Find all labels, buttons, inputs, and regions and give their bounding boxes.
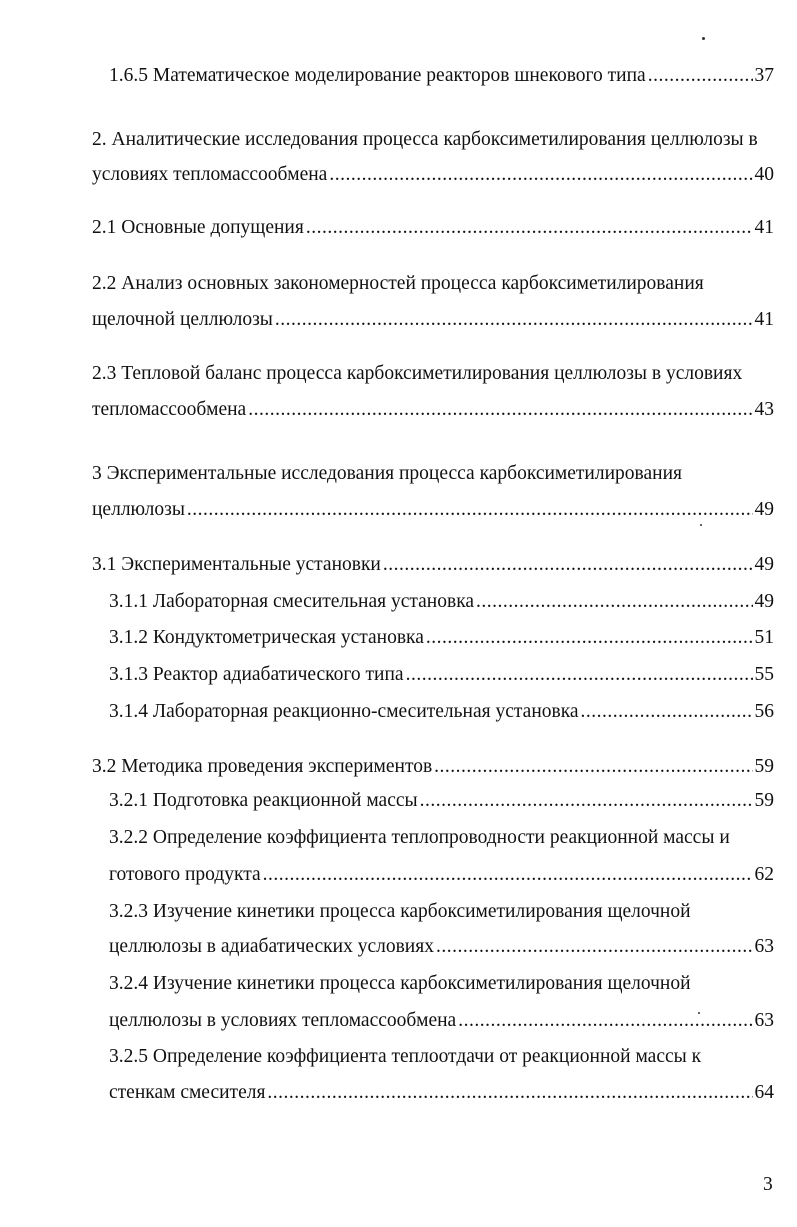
dot-leader bbox=[248, 397, 752, 423]
dot-leader bbox=[383, 552, 753, 578]
dot-leader bbox=[436, 934, 753, 960]
toc-entry-page: 40 bbox=[754, 164, 774, 185]
toc-entry-title: тепломассообмена bbox=[92, 399, 247, 420]
toc-entry-title: целлюлозы в условиях тепломассообмена bbox=[109, 1010, 457, 1031]
toc-entry-3-2-1 bbox=[109, 788, 774, 814]
toc-entry-2-2-line1 bbox=[92, 271, 704, 297]
toc-entry-title: 3.2.3 Изучение кинетики процесса карбоксиметилирования щелочной bbox=[109, 901, 691, 922]
toc-entry-page: 49 bbox=[754, 499, 774, 520]
dot-leader bbox=[329, 162, 752, 188]
toc-entry-title: условиях тепломассообмена bbox=[92, 164, 328, 185]
toc-entry-title: 3.1.4 Лабораторная реакционно-смесительная установка bbox=[109, 701, 579, 722]
toc-entry-title: 3.2 Методика проведения экспериментов bbox=[92, 756, 433, 777]
page-number: 3 bbox=[763, 1174, 773, 1195]
dot-leader bbox=[434, 754, 752, 780]
toc-entry-title: 2. Аналитические исследования процесса карбоксиметилирования целлюлозы в bbox=[92, 129, 758, 150]
toc-entry-2-3 bbox=[92, 397, 774, 423]
toc-entry-page: 62 bbox=[754, 864, 774, 885]
dot-leader bbox=[263, 862, 753, 888]
toc-entry-title: 3.1.3 Реактор адиабатического типа bbox=[109, 664, 404, 685]
toc-entry-title: 3.2.4 Изучение кинетики процесса карбоксиметилирования щелочной bbox=[109, 973, 691, 994]
toc-entry-3-2-2-line1 bbox=[109, 825, 730, 851]
toc-entry-title: стенкам смесителя bbox=[109, 1082, 266, 1103]
toc-entry-page: 56 bbox=[754, 701, 774, 722]
toc-entry-3-2-3 bbox=[109, 934, 774, 960]
toc-entry-title: целлюлозы bbox=[92, 499, 185, 520]
toc-entry-page: 41 bbox=[754, 309, 774, 330]
toc-entry-page: 49 bbox=[754, 591, 774, 612]
toc-entry-title: 3.2.1 Подготовка реакционной массы bbox=[109, 790, 418, 811]
toc-entry-page: 59 bbox=[754, 790, 774, 811]
toc-entry-3-1-3 bbox=[109, 662, 774, 688]
toc-entry-page: 63 bbox=[754, 1010, 774, 1031]
toc-entry-3-2-3-line1 bbox=[109, 899, 691, 925]
toc-entry-title: целлюлозы в адиабатических условиях bbox=[109, 936, 434, 957]
toc-entry-3-2-5-line1 bbox=[109, 1044, 701, 1070]
toc-entry-title: 3.2.2 Определение коэффициента теплопроводности реакционной массы и bbox=[109, 827, 730, 848]
dot-leader bbox=[476, 589, 752, 615]
toc-entry-title: 2.1 Основные допущения bbox=[92, 217, 304, 238]
toc-entry-title: 3.1 Экспериментальные установки bbox=[92, 554, 381, 575]
dot-leader bbox=[420, 788, 753, 814]
toc-entry-title: 3.1.1 Лабораторная смесительная установка bbox=[109, 591, 475, 612]
dot-leader bbox=[458, 1008, 752, 1034]
toc-entry-title: 1.6.5 Математическое моделирование реакторов шнекового типа bbox=[109, 65, 646, 86]
dot-leader bbox=[648, 63, 753, 89]
toc-entry-title: щелочной целлюлозы bbox=[92, 309, 273, 330]
toc-entry-3-1 bbox=[92, 552, 774, 578]
toc-entry-page: 51 bbox=[754, 627, 774, 648]
toc-entry-3-1-4 bbox=[109, 699, 774, 725]
scan-speck bbox=[702, 37, 705, 40]
toc-entry-page: 63 bbox=[754, 936, 774, 957]
toc-entry-1-6-5 bbox=[109, 63, 774, 89]
dot-leader bbox=[267, 1080, 752, 1106]
dot-leader bbox=[306, 215, 753, 241]
toc-entry-3-2-4-line1 bbox=[109, 971, 691, 997]
toc-entry-3 bbox=[92, 497, 774, 523]
toc-entry-3-1-1 bbox=[109, 589, 774, 615]
toc-entry-title: 2.3 Тепловой баланс процесса карбоксиметилирования целлюлозы в условиях bbox=[92, 363, 743, 384]
toc-entry-3-2 bbox=[92, 754, 774, 780]
dot-leader bbox=[275, 307, 753, 333]
scan-speck bbox=[698, 1012, 700, 1014]
toc-entry-2-line1 bbox=[92, 127, 758, 153]
toc-entry-title: готового продукта bbox=[109, 864, 261, 885]
toc-entry-2-3-line1 bbox=[92, 361, 742, 387]
toc-entry-page: 55 bbox=[754, 664, 774, 685]
toc-entry-3-2-4 bbox=[109, 1008, 774, 1034]
toc-entry-page: 43 bbox=[754, 399, 774, 420]
dot-leader bbox=[581, 699, 753, 725]
dot-leader bbox=[187, 497, 753, 523]
scan-speck bbox=[700, 524, 702, 526]
toc-entry-page: 59 bbox=[754, 756, 774, 777]
toc-entry-page: 41 bbox=[754, 217, 774, 238]
toc-entry-title: 3 Экспериментальные исследования процесса карбоксиметилирования bbox=[92, 463, 682, 484]
toc-entry-page: 49 bbox=[754, 554, 774, 575]
toc-entry-page: 64 bbox=[754, 1082, 774, 1103]
toc-entry-3-line1 bbox=[92, 461, 682, 487]
toc-entry-title: 2.2 Анализ основных закономерностей процесса карбоксиметилирования bbox=[92, 273, 704, 294]
toc-entry-3-2-2 bbox=[109, 862, 774, 888]
toc-entry-2-2 bbox=[92, 307, 774, 333]
toc-entry-3-2-5 bbox=[109, 1080, 774, 1106]
toc-entry-title: 3.1.2 Кондуктометрическая установка bbox=[109, 627, 424, 648]
toc-entry-3-1-2 bbox=[109, 625, 774, 651]
toc-entry-page: 37 bbox=[754, 65, 774, 86]
dot-leader bbox=[426, 625, 753, 651]
toc-entry-title: 3.2.5 Определение коэффициента теплоотдачи от реакционной массы к bbox=[109, 1046, 702, 1067]
toc-entry-2 bbox=[92, 162, 774, 188]
toc-entry-2-1 bbox=[92, 215, 774, 241]
dot-leader bbox=[406, 662, 753, 688]
